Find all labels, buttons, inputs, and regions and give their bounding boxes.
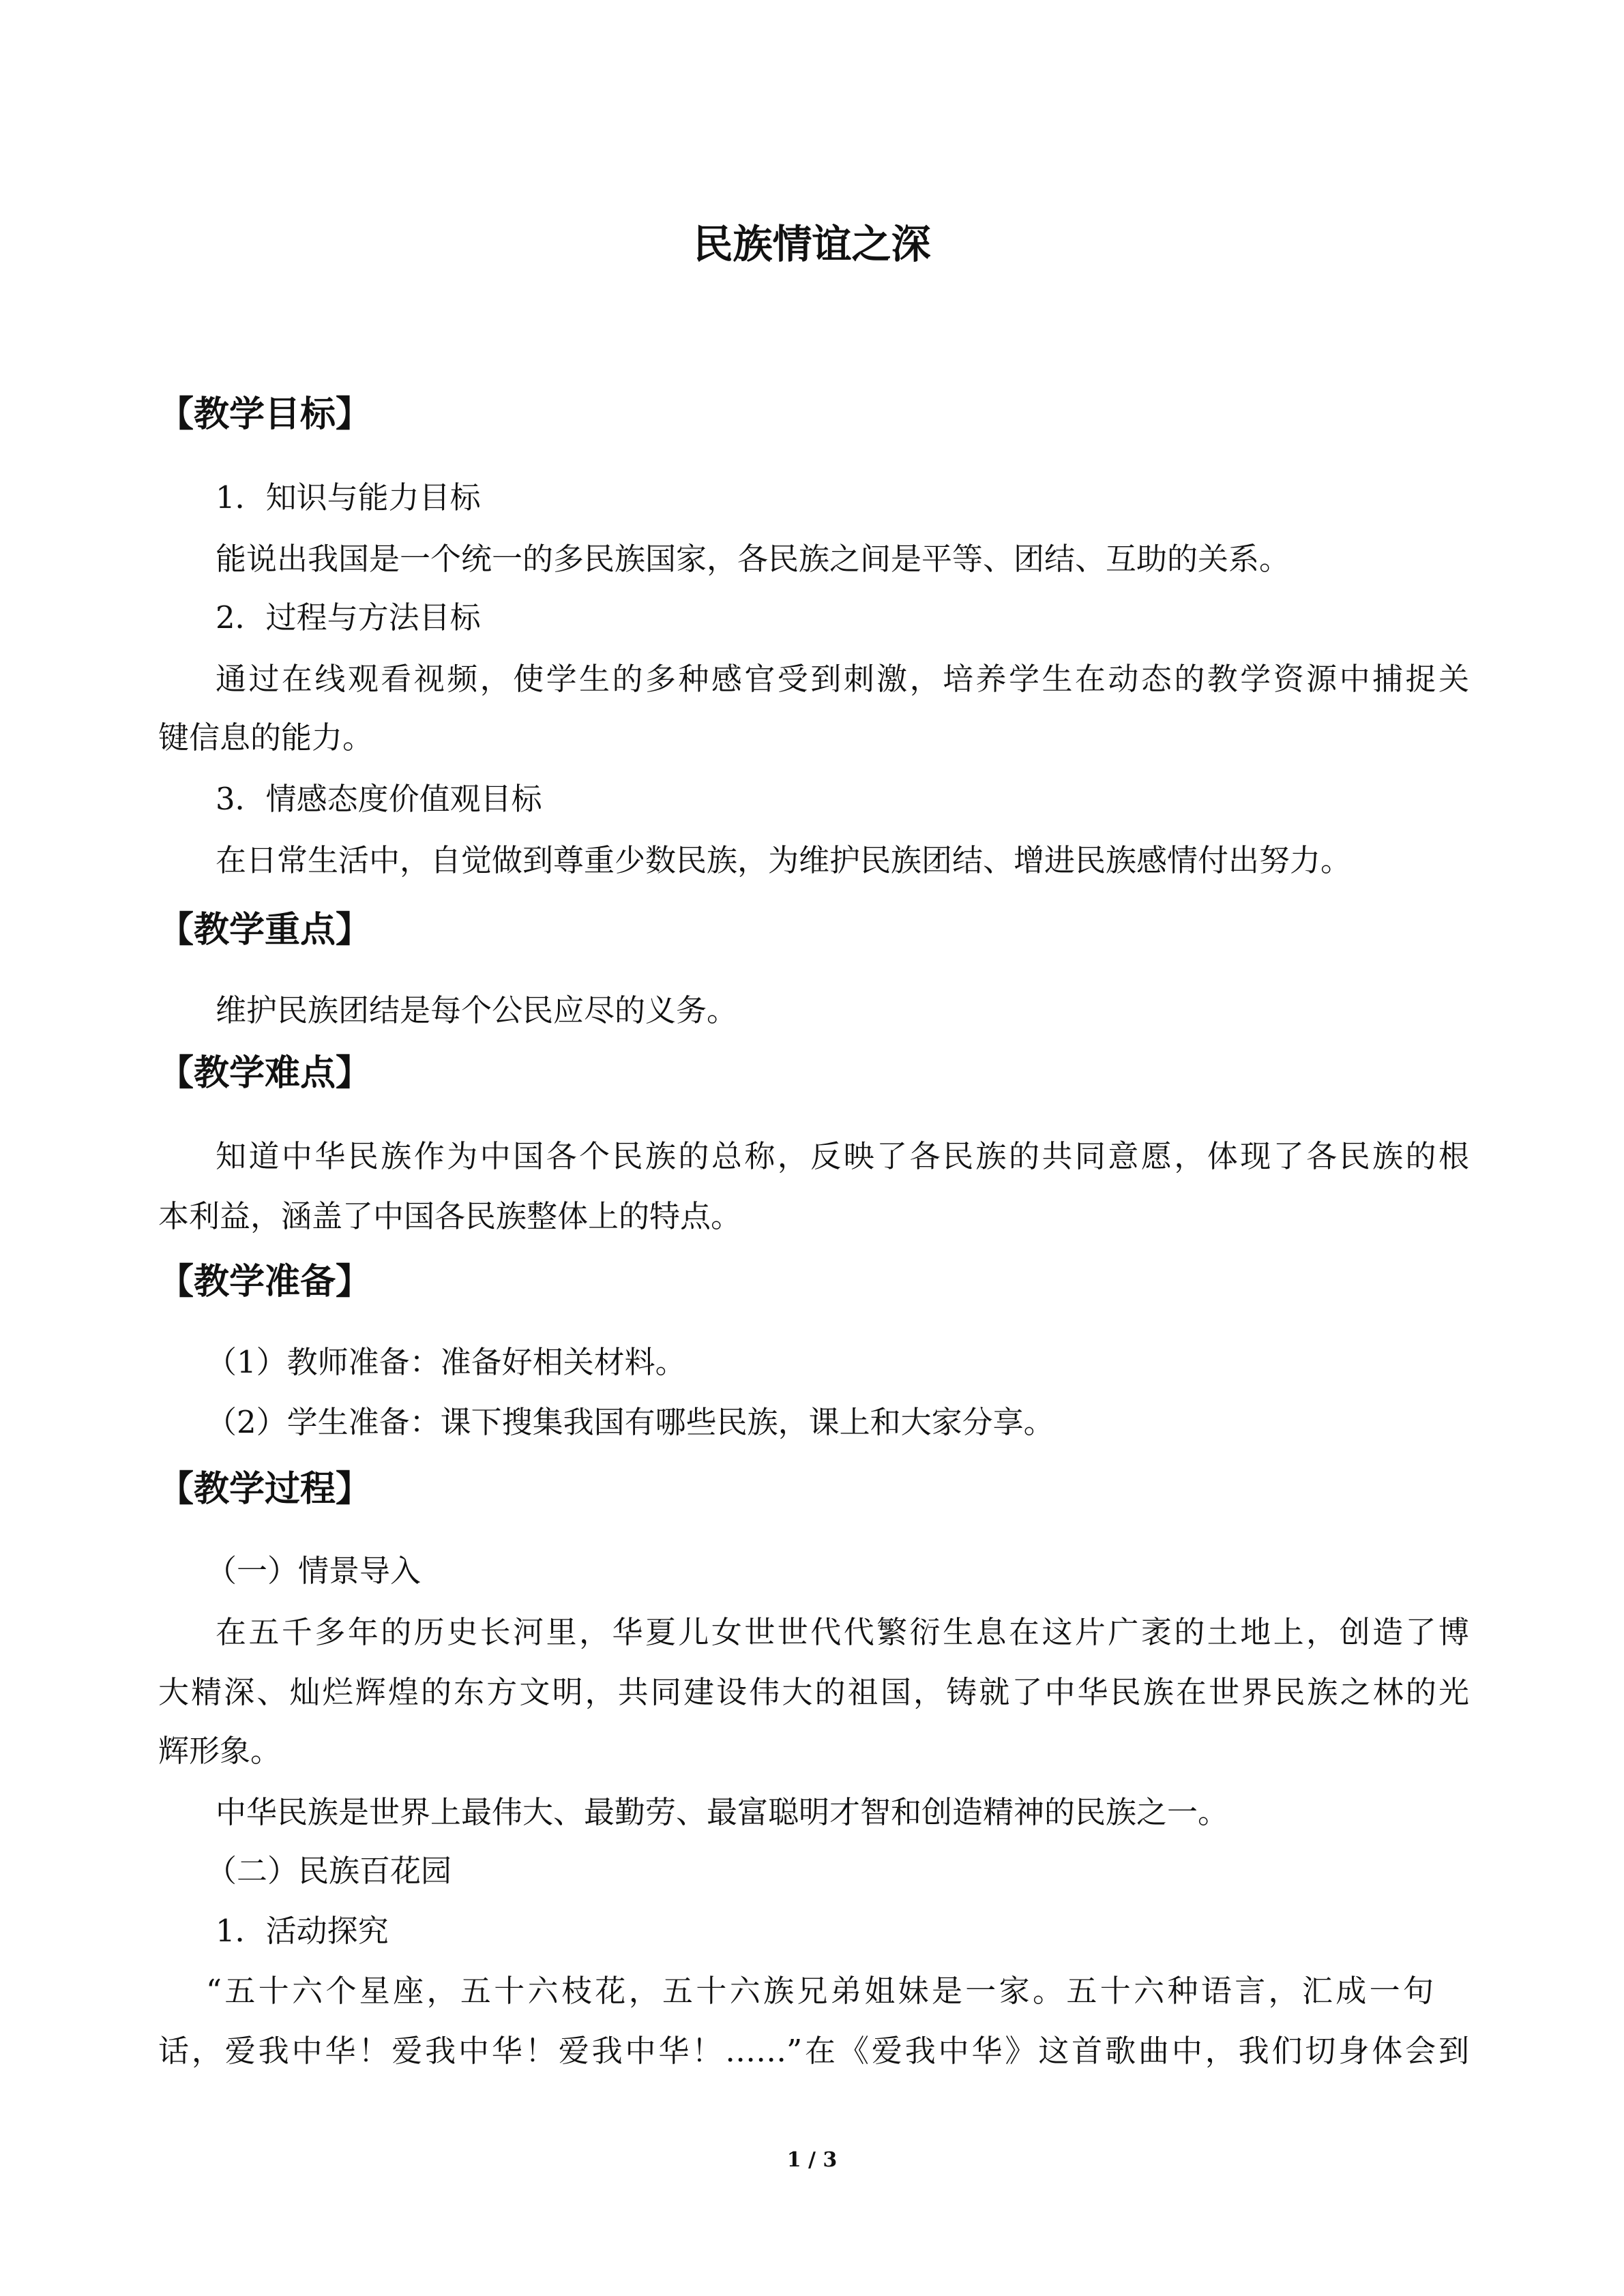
- heading-teaching-goals: 【教学目标】: [158, 393, 372, 435]
- goal-3-text: 在日常生活中，自觉做到尊重少数民族，为维护民族团结、增进民族感情付出努力。: [216, 842, 1352, 878]
- preparation-item-2: （2）学生准备：课下搜集我国有哪些民族，课上和大家分享。: [206, 1404, 1054, 1440]
- goal-1-text: 能说出我国是一个统一的多民族国家，各民族之间是平等、团结、互助的关系。: [216, 541, 1290, 577]
- process-part-2-title: （二）民族百花园: [206, 1853, 452, 1889]
- process-part-1-paragraph-1-line-2: 大精深、灿烂辉煌的东方文明，共同建设伟大的祖国，铸就了中华民族在世界民族之林的光: [158, 1674, 1469, 1710]
- key-points-text: 维护民族团结是每个公民应尽的义务。: [216, 992, 738, 1028]
- preparation-item-1: （1）教师准备：准备好相关材料。: [206, 1344, 686, 1380]
- goal-2-title: 2．过程与方法目标: [216, 599, 481, 636]
- heading-preparation: 【教学准备】: [158, 1261, 372, 1302]
- goal-2-text-line-2: 键信息的能力。: [158, 719, 374, 756]
- process-part-1-paragraph-1-line-3: 辉形象。: [158, 1733, 282, 1769]
- process-part-1-paragraph-2: 中华民族是世界上最伟大、最勤劳、最富聪明才智和创造精神的民族之一。: [216, 1794, 1229, 1830]
- process-part-2-paragraph-1-line-2: 话，爱我中华！爱我中华！爱我中华！……”在《爱我中华》这首歌曲中，我们切身体会到: [158, 2033, 1469, 2069]
- goal-1-title: 1．知识与能力目标: [216, 479, 481, 516]
- process-part-1-title: （一）情景导入: [206, 1553, 422, 1589]
- goal-2-text-line-1: 通过在线观看视频，使学生的多种感官受到刺激，培养学生在动态的教学资源中捕捉关: [216, 661, 1469, 697]
- process-part-2-paragraph-1-line-1: “五十六个星座，五十六枝花，五十六族兄弟姐妹是一家。五十六种语言，汇成一句: [206, 1973, 1434, 2009]
- heading-difficulties: 【教学难点】: [158, 1052, 372, 1094]
- process-part-1-paragraph-1-line-1: 在五千多年的历史长河里，华夏儿女世世代代繁衍生息在这片广袤的土地上，创造了博: [216, 1614, 1469, 1650]
- page-number: 1 / 3: [786, 2148, 838, 2172]
- difficulties-text-line-2: 本利益，涵盖了中国各民族整体上的特点。: [158, 1198, 742, 1234]
- document-title: 民族情谊之深: [693, 221, 931, 267]
- difficulties-text-line-1: 知道中华民族作为中国各个民族的总称，反映了各民族的共同意愿，体现了各民族的根: [216, 1138, 1469, 1174]
- process-part-2-subtitle-1: 1．活动探究: [216, 1913, 389, 1949]
- heading-process: 【教学过程】: [158, 1468, 372, 1510]
- heading-key-points: 【教学重点】: [158, 909, 372, 951]
- goal-3-title: 3．情感态度价值观目标: [216, 781, 542, 817]
